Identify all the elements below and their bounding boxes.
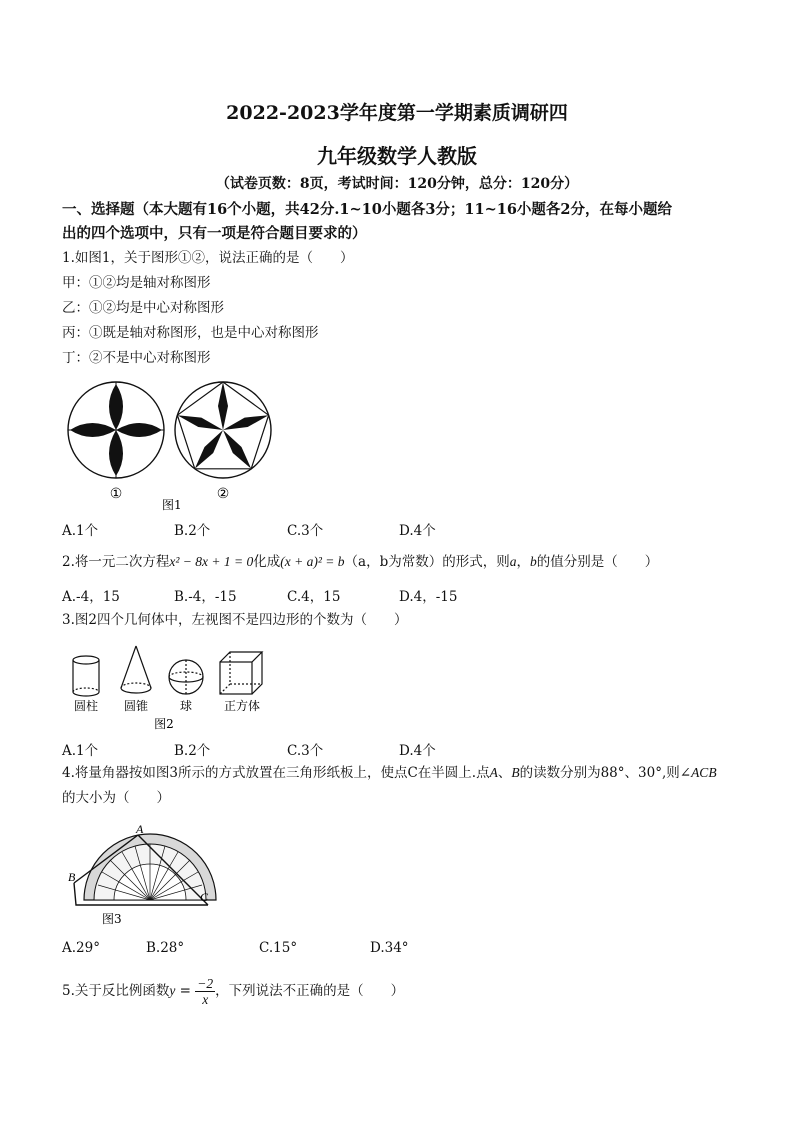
q2-stem-mid: 化成 xyxy=(253,554,281,570)
q4-stem-line2: 的大小为（ ） xyxy=(62,790,170,806)
q5-y: y xyxy=(169,983,176,998)
figure-1-caption: 图1 xyxy=(162,498,182,512)
q4-option-b[interactable]: B.28° xyxy=(146,940,185,956)
figure-2 xyxy=(66,640,276,732)
figure-3-caption: 图3 xyxy=(102,912,122,926)
q2-option-a[interactable]: A.-4，15 xyxy=(62,589,120,605)
q3-option-b[interactable]: B.2个 xyxy=(174,743,211,759)
q2-stem-suffix: 的值分别是（ ） xyxy=(536,554,659,570)
shape-2-star-pentagon xyxy=(175,382,271,478)
q2-equation: x² − 8x + 1 = 0 xyxy=(169,554,254,569)
q1-statement-2: 乙：①②均是中心对称图形 xyxy=(62,300,224,316)
q3-option-a[interactable]: A.1个 xyxy=(62,743,99,759)
q2-comma: ， xyxy=(516,554,530,570)
q5-stem-suffix: ，下列说法不正确的是（ ） xyxy=(215,983,405,999)
q4-stem-line1 xyxy=(62,763,717,783)
point-c-label: C xyxy=(200,890,209,904)
q4-point-a: A xyxy=(489,765,498,780)
q4-angle: ACB xyxy=(691,765,717,780)
q5-stem xyxy=(62,974,404,1008)
q4-stem-line1-b: 的读数分别为88°、30°,则∠ xyxy=(519,765,692,781)
q1-statement-3: 丙：①既是轴对称图形，也是中心对称图形 xyxy=(62,325,319,341)
q3-option-c[interactable]: C.3个 xyxy=(287,743,324,759)
q1-statement-1: 甲：①②均是轴对称图形 xyxy=(62,275,211,291)
point-a-label: A xyxy=(136,822,144,836)
solid-label-sphere: 球 xyxy=(179,699,193,713)
q2-var-a: a xyxy=(509,554,517,569)
q2-var-b: b xyxy=(529,554,537,569)
q2-option-c[interactable]: C.4，15 xyxy=(287,589,341,605)
q4-option-a[interactable]: A.29° xyxy=(62,940,100,956)
q1-option-d[interactable]: D.4个 xyxy=(399,523,436,539)
exam-title: 2022-2023学年度第一学期素质调研四 xyxy=(226,102,568,124)
shape-1-four-petal xyxy=(68,382,164,478)
q3-option-d[interactable]: D.4个 xyxy=(399,743,436,759)
solid-label-cone: 圆锥 xyxy=(123,699,149,713)
solid-label-cube: 正方体 xyxy=(223,699,261,713)
figure-1-label-1: ① xyxy=(109,486,123,502)
q1-option-b[interactable]: B.2个 xyxy=(174,523,211,539)
q5-numerator: −2 xyxy=(197,976,214,991)
q2-form: (x + a)² = b xyxy=(280,554,345,569)
protractor xyxy=(84,834,216,900)
point-b-label: B xyxy=(68,870,76,884)
q1-statement-4: 丁：②不是中心对称图形 xyxy=(62,350,211,366)
q2-stem-paren: （a，b为常数）的形式，则 xyxy=(344,554,510,570)
exam-subtitle: 九年级数学人教版 xyxy=(317,144,477,168)
solid-sphere xyxy=(169,660,203,694)
solid-cone xyxy=(121,646,151,693)
q2-stem xyxy=(62,552,658,572)
q1-option-a[interactable]: A.1个 xyxy=(62,523,99,539)
q2-stem-prefix: 2.将一元二次方程 xyxy=(62,554,170,570)
q3-stem: 3.图2四个几何体中，左视图不是四边形的个数为（ ） xyxy=(62,612,408,628)
q5-fraction xyxy=(195,976,215,1007)
exam-info: （试卷页数：8页，考试时间：120分钟，总分：120分） xyxy=(215,176,579,192)
q4-point-b: B xyxy=(511,765,520,780)
solid-label-cylinder: 圆柱 xyxy=(73,699,99,713)
section-heading-line1: 一、选择题（本大题有16个小题，共42分.1~10小题各3分；11~16小题各2分，在每小题给 xyxy=(62,201,673,218)
q4-option-d[interactable]: D.34° xyxy=(370,940,409,956)
solid-cylinder xyxy=(73,656,99,696)
figure-1-label-2: ② xyxy=(216,486,230,502)
q1-option-c[interactable]: C.3个 xyxy=(287,523,324,539)
q2-option-b[interactable]: B.-4，-15 xyxy=(174,589,237,605)
q5-denominator: x xyxy=(202,992,209,1007)
q4-sep: 、 xyxy=(497,765,512,781)
section-heading xyxy=(62,198,742,246)
solid-cube xyxy=(220,652,262,694)
q2-option-d[interactable]: D.4，-15 xyxy=(399,589,458,605)
figure-2-caption: 图2 xyxy=(154,717,174,731)
q1-stem: 1.如图1，关于图形①②，说法正确的是（ ） xyxy=(62,250,354,266)
section-heading-line2: 出的四个选项中，只有一项是符合题目要求的） xyxy=(62,225,367,242)
q5-eq: = xyxy=(175,983,196,999)
q5-stem-prefix: 5.关于反比例函数 xyxy=(62,983,170,999)
figure-1 xyxy=(66,378,281,514)
q4-option-c[interactable]: C.15° xyxy=(259,940,298,956)
q4-stem-line1-a: 4.将量角器按如图3所示的方式放置在三角形纸板上，使点C在半圆上.点 xyxy=(62,765,490,781)
figure-3 xyxy=(66,815,226,930)
